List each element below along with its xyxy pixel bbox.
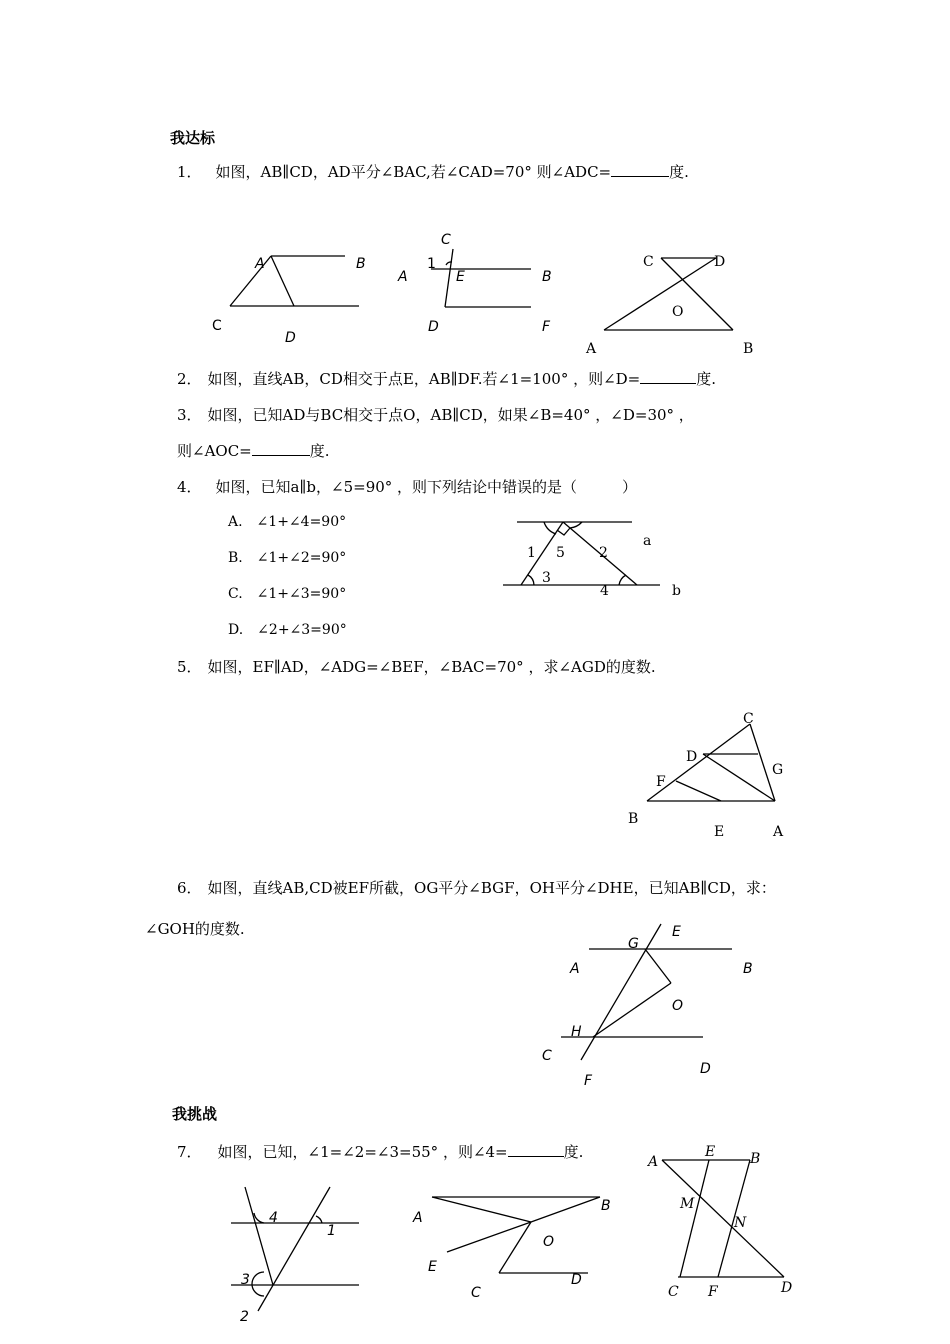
label-d: D xyxy=(700,1061,711,1077)
label-d: D xyxy=(714,254,726,270)
label-f: F xyxy=(584,1073,593,1089)
label-b: B xyxy=(601,1198,611,1214)
question-number: 3． xyxy=(177,406,202,424)
angle-2-arc xyxy=(570,522,582,528)
question-number: 1． xyxy=(177,163,202,181)
label-angle-3: 3 xyxy=(542,570,551,586)
line-cd xyxy=(445,249,453,307)
line-right xyxy=(258,1187,330,1311)
segment-oc xyxy=(499,1222,531,1273)
angle-4-arc xyxy=(619,575,626,585)
label-d: D xyxy=(686,749,698,765)
section-title-1: 我达标 xyxy=(170,129,216,147)
label-e: E xyxy=(714,824,725,840)
label-angle-4: 4 xyxy=(600,583,609,599)
label-d: D xyxy=(285,330,296,346)
question-text-end: 度. xyxy=(563,1143,584,1161)
label-f: F xyxy=(542,319,551,335)
angle-1-arc xyxy=(544,522,556,534)
question-text-end: 度. xyxy=(309,442,330,460)
label-line-a: a xyxy=(643,533,652,549)
label-a: A xyxy=(255,256,265,272)
question-text: 如图，已知AD与BC相交于点O，AB∥CD，如果∠B=40° ，∠D=30° ， xyxy=(207,406,694,424)
label-e: E xyxy=(705,1144,716,1160)
label-e: E xyxy=(672,924,681,940)
label-c: C xyxy=(668,1284,679,1300)
label-c: C xyxy=(542,1048,552,1064)
line-left xyxy=(245,1187,273,1285)
option-c[interactable]: C. ∠1+∠3=90° xyxy=(228,586,347,602)
label-b: B xyxy=(743,961,753,977)
segment-ao xyxy=(432,1197,531,1222)
option-a[interactable]: A. ∠1+∠4=90° xyxy=(228,514,347,530)
label-d: D xyxy=(571,1272,582,1288)
label-h: H xyxy=(571,1024,582,1040)
figure-6 xyxy=(542,924,753,1089)
label-d: D xyxy=(428,319,439,335)
figure-2 xyxy=(397,232,552,335)
question-text: 如图，AB∥CD，AD平分∠BAC,若∠CAD=70° 则∠ADC= xyxy=(215,163,612,181)
label-d: D xyxy=(781,1280,793,1296)
label-angle-1: 1 xyxy=(427,256,436,272)
figure-7 xyxy=(231,1187,359,1325)
label-b: B xyxy=(356,256,366,272)
label-angle-1: 1 xyxy=(527,545,536,561)
label-g: G xyxy=(772,762,784,778)
question-6-line2: ∠GOH的度数. xyxy=(145,920,245,938)
label-c: C xyxy=(441,232,451,248)
label-c: C xyxy=(471,1285,481,1301)
question-text: 如图，已知，∠1=∠2=∠3=55° ，则∠4= xyxy=(217,1143,508,1161)
question-text: 则∠AOC= xyxy=(177,442,252,460)
section-title-2: 我挑战 xyxy=(172,1105,218,1123)
label-c: C xyxy=(643,254,654,270)
segment-da xyxy=(604,258,716,330)
label-b: B xyxy=(542,269,552,285)
figure-8 xyxy=(412,1197,611,1301)
label-b: B xyxy=(628,811,639,827)
label-a: A xyxy=(398,269,408,285)
figure-3 xyxy=(585,254,753,357)
label-o: O xyxy=(543,1234,555,1250)
label-a: A xyxy=(570,961,580,977)
figure-9 xyxy=(646,1144,792,1300)
label-angle-4: 4 xyxy=(269,1210,278,1226)
segment-ec xyxy=(680,1160,709,1277)
label-angle-2: 2 xyxy=(240,1309,249,1325)
segment-fe xyxy=(676,781,721,801)
question-number: 6． xyxy=(177,879,202,897)
angle-3-arc xyxy=(252,1272,264,1296)
question-text: 如图，已知a∥b，∠5=90° ，则下列结论中错误的是（ ） xyxy=(215,478,638,496)
segment-bo xyxy=(531,1197,600,1222)
question-text: 如图，EF∥AD，∠ADG=∠BEF，∠BAC=70° ，求∠AGD的度数. xyxy=(207,658,656,676)
label-m: M xyxy=(680,1196,695,1212)
label-o: O xyxy=(672,304,684,320)
question-number: 5． xyxy=(177,658,202,676)
segment-oe xyxy=(447,1222,531,1252)
label-c: C xyxy=(212,318,222,334)
label-angle-2: 2 xyxy=(599,545,608,561)
option-b[interactable]: B. ∠1+∠2=90° xyxy=(228,550,347,566)
label-e: E xyxy=(456,269,465,285)
label-g: G xyxy=(628,936,639,952)
question-number: 2． xyxy=(177,370,202,388)
label-n: N xyxy=(734,1215,747,1231)
label-a: A xyxy=(773,824,784,840)
question-text-end: 度. xyxy=(669,163,689,181)
label-a: A xyxy=(648,1154,659,1170)
question-number: 4． xyxy=(177,478,202,496)
label-f: F xyxy=(656,774,666,790)
line-ef xyxy=(581,924,661,1060)
label-b: B xyxy=(750,1151,761,1167)
segment-ad xyxy=(271,256,294,306)
label-o: O xyxy=(672,998,684,1014)
question-text: 如图，直线AB,CD被EF所截，OG平分∠BGF，OH平分∠DHE，已知AB∥CD，求： xyxy=(207,879,776,897)
label-line-b: b xyxy=(672,583,681,599)
label-b: B xyxy=(743,341,754,357)
segment-da xyxy=(703,754,775,801)
angle-1-arc xyxy=(316,1216,322,1223)
label-a: A xyxy=(586,341,597,357)
question-number: 7． xyxy=(177,1143,202,1161)
option-d[interactable]: D. ∠2+∠3=90° xyxy=(228,622,347,638)
question-text-end: 度. xyxy=(696,370,717,388)
segment-go xyxy=(645,949,671,983)
figure-5 xyxy=(628,711,784,840)
label-angle-3: 3 xyxy=(241,1272,250,1288)
label-angle-5: 5 xyxy=(556,545,565,561)
label-c: C xyxy=(743,711,754,727)
question-text: 如图，直线AB，CD相交于点E，AB∥DF.若∠1=100° ，则∠D= xyxy=(207,370,641,388)
angle-3-arc xyxy=(528,575,534,585)
label-f: F xyxy=(708,1284,718,1300)
figure-1 xyxy=(212,256,366,346)
segment-oh xyxy=(593,983,671,1037)
label-a: A xyxy=(413,1210,423,1226)
figure-4 xyxy=(503,522,681,599)
label-e: E xyxy=(428,1259,437,1275)
segment-ac xyxy=(230,256,271,306)
label-angle-1: 1 xyxy=(327,1223,336,1239)
